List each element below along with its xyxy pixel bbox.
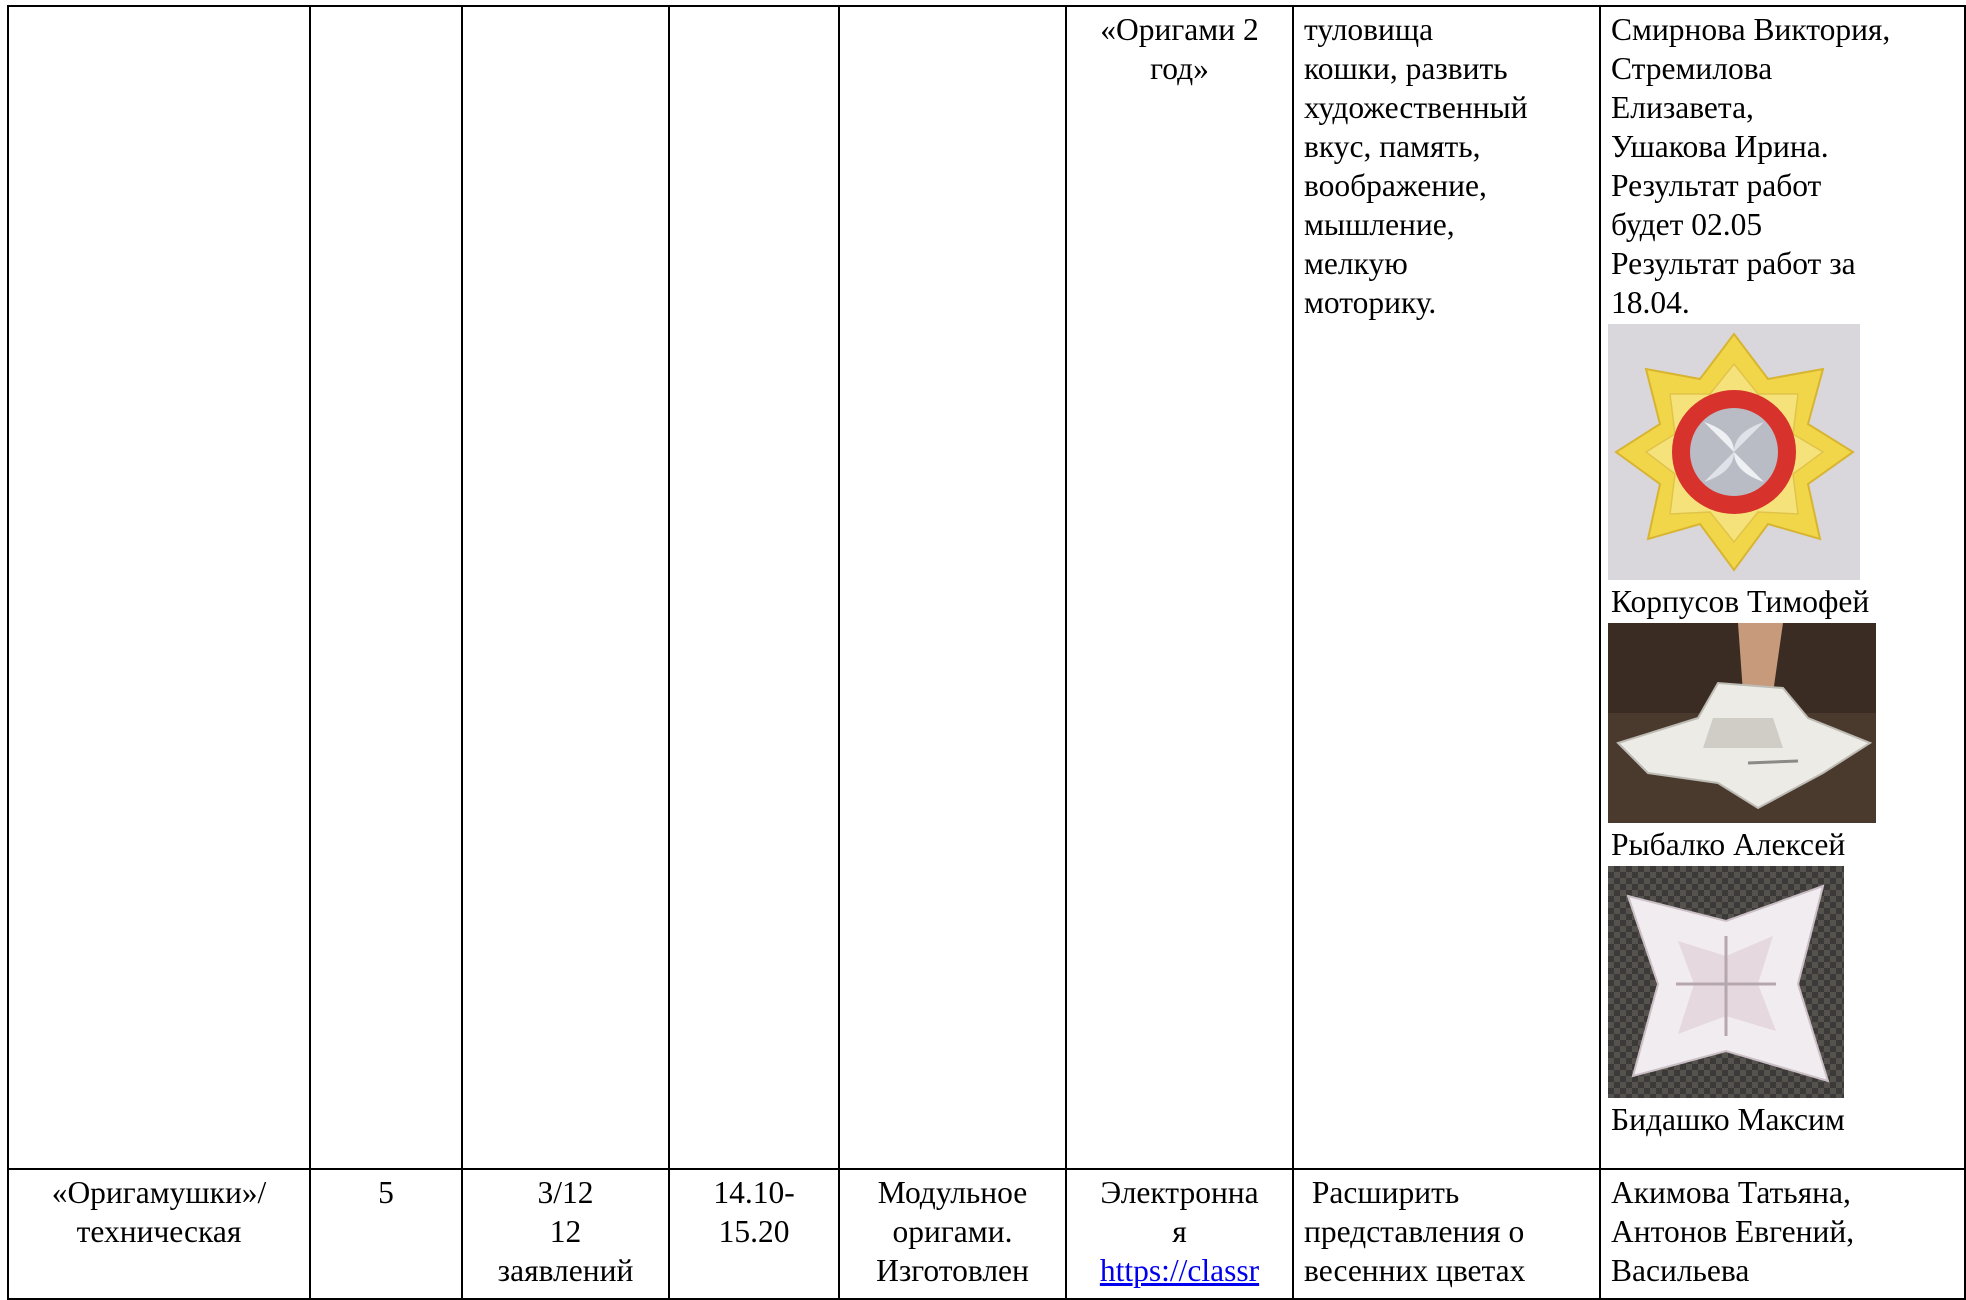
- text-line: Елизавета,: [1611, 90, 1754, 125]
- applications-cell: [462, 1169, 669, 1299]
- table-row: [8, 6, 1965, 1169]
- results-cell: [1600, 1169, 1965, 1299]
- text-line: моторику.: [1304, 285, 1437, 320]
- text-line: кошки, развить: [1304, 51, 1508, 86]
- text-line: Смирнова Виктория,: [1611, 12, 1891, 47]
- platform-cell: [1066, 1169, 1293, 1299]
- text-line: мышление,: [1304, 207, 1455, 242]
- cell-empty: [462, 6, 669, 1169]
- text-line: будет 02.05: [1611, 207, 1763, 242]
- text-line: 14.10-: [713, 1175, 795, 1210]
- goals-cell: [1293, 1169, 1600, 1299]
- text-line: представления о: [1304, 1214, 1525, 1249]
- number-cell: [310, 1169, 462, 1299]
- photo-caption: Корпусов Тимофей: [1611, 584, 1870, 619]
- origami-photo-white-box: [1608, 623, 1876, 823]
- origami-photo-yellow-flower: [1608, 324, 1860, 580]
- text-line: заявлений: [497, 1253, 634, 1288]
- table-row: [8, 1169, 1965, 1299]
- text-line: Расширить: [1304, 1175, 1460, 1210]
- text-line: Акимова Татьяна,: [1611, 1175, 1851, 1210]
- club-name-cell: [8, 1169, 310, 1299]
- text-line: весенних цветах: [1304, 1253, 1526, 1288]
- text-line: 18.04.: [1611, 285, 1690, 320]
- results-cell: [1600, 6, 1965, 1169]
- classroom-link[interactable]: https://classr: [1099, 1253, 1260, 1288]
- text-line: год»: [1150, 51, 1209, 86]
- text-line: техническая: [76, 1214, 242, 1249]
- text-line: 5: [378, 1175, 394, 1210]
- text-line: «Оригами 2: [1100, 12, 1259, 47]
- program-cell: [1066, 6, 1293, 1169]
- goals-cell: [1293, 6, 1600, 1169]
- text-line: 3/12: [537, 1175, 594, 1210]
- text-line: «Оригамушки»/: [51, 1175, 267, 1210]
- text-line: Стремилова: [1611, 51, 1773, 86]
- cell-empty: [8, 6, 310, 1169]
- text-line: Антонов Евгений,: [1611, 1214, 1855, 1249]
- text-line: вкус, память,: [1304, 129, 1481, 164]
- text-line: Васильева: [1611, 1253, 1750, 1288]
- time-cell: [669, 1169, 839, 1299]
- origami-photo-white-star: [1608, 866, 1844, 1098]
- text-line: Результат работ за: [1611, 246, 1856, 281]
- text-line: мелкую: [1304, 246, 1408, 281]
- text-line: я: [1172, 1214, 1187, 1249]
- text-line: Ушакова Ирина.: [1611, 129, 1829, 164]
- cell-empty: [310, 6, 462, 1169]
- text-line: Изготовлен: [876, 1253, 1029, 1288]
- text-line: оригами.: [892, 1214, 1013, 1249]
- text-line: 15.20: [718, 1214, 790, 1249]
- text-line: Электронна: [1100, 1175, 1259, 1210]
- cell-empty: [669, 6, 839, 1169]
- cell-empty: [839, 6, 1066, 1169]
- text-line: 12: [549, 1214, 582, 1249]
- text-line: Результат работ: [1611, 168, 1822, 203]
- activity-table: [7, 5, 1966, 1300]
- text-line: воображение,: [1304, 168, 1487, 203]
- photo-caption: Рыбалко Алексей: [1611, 827, 1846, 862]
- topic-cell: [839, 1169, 1066, 1299]
- text-line: Модульное: [877, 1175, 1028, 1210]
- text-line: туловища: [1304, 12, 1434, 47]
- text-line: художественный: [1304, 90, 1528, 125]
- photo-caption: Бидашко Максим: [1611, 1102, 1845, 1137]
